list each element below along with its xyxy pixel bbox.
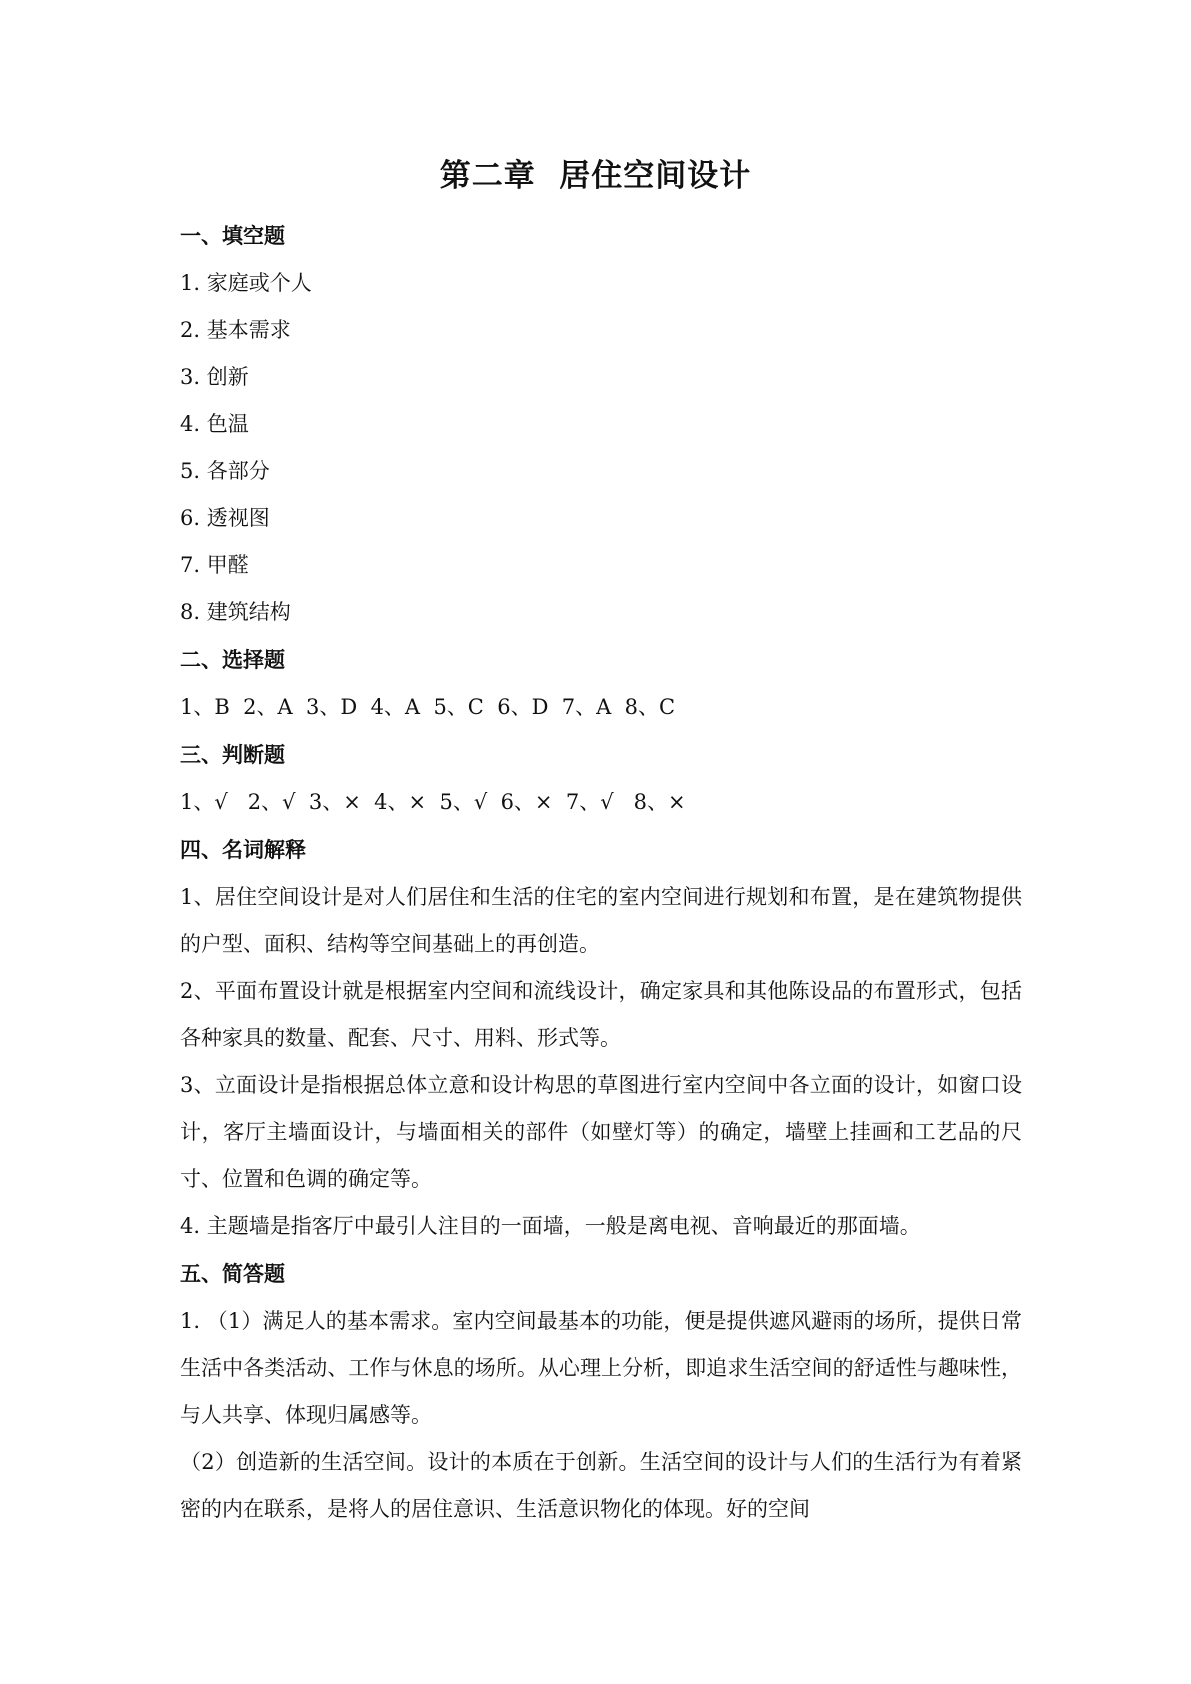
term-definition: 3、立面设计是指根据总体立意和设计构思的草图进行室内空间中各立面的设计，如窗口设计，客厅主墙面设计，与墙面相关的部件（如壁灯等）的确定，墙壁上挂画和工艺品的尺寸、位置和色调的确定等。: [180, 1073, 1022, 1191]
term-definition: 1、居住空间设计是对人们居住和生活的住宅的室内空间进行规划和布置，是在建筑物提供的户型、面积、结构等空间基础上的再创造。: [180, 885, 1022, 956]
fill-answer: 8. 建筑结构: [180, 600, 291, 624]
fill-answer: 2. 基本需求: [180, 318, 291, 342]
choice-answers: 1、B 2、A 3、D 4、A 5、C 6、D 7、A 8、C: [180, 695, 676, 719]
short-answer-paragraph: 1. （1）满足人的基本需求。室内空间最基本的功能，便是提供遮风避雨的场所，提供日常生活中各类活动、工作与休息的场所。从心理上分析，即追求生活空间的舒适性与趣味性，与人共享、体现归属感等。: [180, 1309, 1022, 1427]
short-answer-paragraph: （2）创造新的生活空间。设计的本质在于创新。生活空间的设计与人们的生活行为有着紧密的内在联系，是将人的居住意识、生活意识物化的体现。好的空间: [180, 1450, 1022, 1521]
section-heading-fill-blank: 一、填空题: [180, 224, 285, 248]
section-heading-terms: 四、名词解释: [180, 838, 306, 862]
term-definition: 2、平面布置设计就是根据室内空间和流线设计，确定家具和其他陈设品的布置形式，包括各种家具的数量、配套、尺寸、用料、形式等。: [180, 979, 1022, 1050]
fill-answer: 4. 色温: [180, 412, 249, 436]
judge-answers: 1、√ 2、√ 3、× 4、× 5、√ 6、× 7、√ 8、×: [180, 790, 686, 814]
page-title: 第二章 居住空间设计: [439, 158, 752, 194]
fill-answer: 6. 透视图: [180, 506, 270, 530]
section-heading-choice: 二、选择题: [180, 648, 285, 672]
section-heading-short-answer: 五、简答题: [180, 1262, 285, 1286]
fill-answer: 1. 家庭或个人: [180, 271, 312, 295]
section-heading-judge: 三、判断题: [180, 743, 285, 767]
fill-answer: 7. 甲醛: [180, 553, 249, 577]
fill-answer: 3. 创新: [180, 365, 249, 389]
document-body: [180, 212, 1022, 1533]
term-definition: 4. 主题墙是指客厅中最引人注目的一面墙，一般是离电视、音响最近的那面墙。: [180, 1214, 921, 1238]
fill-answer: 5. 各部分: [180, 459, 270, 483]
